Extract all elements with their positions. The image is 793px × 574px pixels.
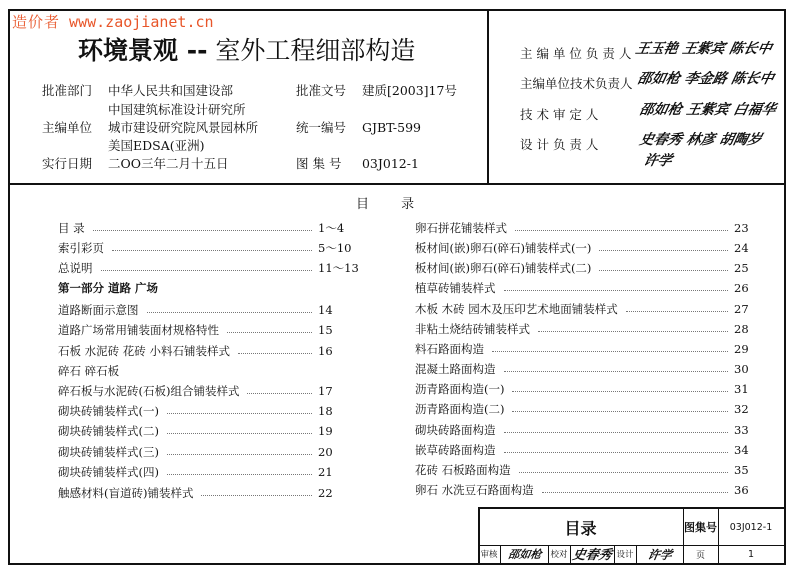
main-title-bold: 环境景观 -- [78,36,208,65]
info-unified-no: 统一编号 GJBT-599 [296,120,421,135]
toc-title: 目 录 [356,197,429,212]
toc-item[interactable]: 砌块砖路面构造 33 [415,423,749,437]
info-approval-no: 批准文号 建质[2003]17号 [296,83,457,98]
leader-dots [512,391,728,392]
check-label: 校对 [550,550,568,560]
info-editor-org-1: 中国建筑标准设计研究所 [107,102,246,117]
toc-item-continued: 碎石 碎石板 [58,364,120,378]
toc-item[interactable]: 植草砖铺装样式 26 [415,281,749,295]
leader-dots [227,332,312,333]
atlas-value: 03J012-1 [729,521,773,533]
watermark [12,11,214,32]
leader-dots [167,433,312,434]
header-vertical-divider [487,9,489,183]
toc-section-heading: 第一部分 道路 广场 [58,281,159,295]
toc-item[interactable]: 目 录 1～4 [58,221,345,235]
leader-dots [167,413,312,414]
leader-dots [504,290,729,291]
leader-dots [112,250,312,251]
toc-item[interactable]: 索引彩页 5～10 [58,241,352,255]
toc-item[interactable]: 嵌草砖路面构造 34 [415,443,749,457]
resp-tech-lead: 主编单位技术负责人 [520,76,633,91]
watermark-url[interactable]: www.zaojianet.cn [69,13,214,31]
leader-dots [147,312,313,313]
leader-dots [101,270,313,271]
info-editor-org-2: 主编单位 城市建设研究院风景园林所 [42,120,258,135]
toc-item[interactable]: 板材间(嵌)卵石(碎石)铺装样式(二) 25 [415,261,749,275]
info-atlas-no: 图 集 号 03J012-1 [296,156,419,171]
leader-dots [538,331,728,332]
toc-item[interactable]: 卵石拼花铺装样式 23 [415,221,749,235]
page-label: 页 [695,550,705,561]
info-effective-date: 实行日期 二OO三年二月十五日 [42,156,229,171]
watermark-cn: 造价者 [12,13,61,31]
leader-dots [93,230,312,231]
signature-tech-lead: 邵如枪 李金路 陈长中 [636,71,776,87]
resp-chief-editor: 主 编 单 位 负 责 人 [520,46,632,61]
title-block [478,507,784,563]
toc-item[interactable]: 料石路面构造 29 [415,342,749,356]
toc-item[interactable]: 板材间(嵌)卵石(碎石)铺装样式(一) 24 [415,241,749,255]
signature-extra: 许学 [642,153,674,169]
toc-item[interactable]: 木板 木砖 园木及压印艺术地面铺装样式 27 [415,302,749,316]
toc-item[interactable]: 砌块砖铺装样式(三) 20 [58,445,333,459]
signature-tech-reviewer: 邵如枪 王紫宾 白福华 [638,102,778,118]
leader-dots [238,353,312,354]
leader-dots [519,472,728,473]
signature-design-lead: 史春秀 林彦 胡陶岁 [638,132,764,148]
leader-dots [504,432,729,433]
leader-dots [247,393,312,394]
toc-item[interactable]: 砌块砖铺装样式(四) 21 [58,465,333,479]
leader-dots [515,230,728,231]
toc-item[interactable]: 触感材料(盲道砖)铺装样式 22 [58,486,333,500]
resp-design-lead: 设 计 负 责 人 [520,137,599,152]
toc-item[interactable]: 碎石板与水泥砖(石板)组合铺装样式 17 [58,384,333,398]
toc-item[interactable]: 卵石 水洗豆石路面构造 36 [415,483,749,497]
toc-item[interactable]: 砌块砖铺装样式(二) 19 [58,424,333,438]
toc-item[interactable]: 道路断面示意图 14 [58,303,333,317]
toc-item[interactable]: 非粘土烧结砖铺装样式 28 [415,322,749,336]
toc-item[interactable]: 花砖 石板路面构造 35 [415,463,749,477]
leader-dots [599,270,728,271]
leader-dots [201,495,312,496]
signature-chief-editor: 王玉艳 王紫宾 陈长中 [634,41,774,57]
page-value: 1 [747,548,755,560]
toc-item[interactable]: 沥青路面构造(一) 31 [415,382,749,396]
leader-dots [599,250,728,251]
main-title-light: 室外工程细部构造 [215,36,416,65]
toc-item[interactable]: 石板 水泥砖 花砖 小料石铺装样式 16 [58,344,333,358]
design-signature: 许学 [646,547,674,562]
toc-item[interactable]: 沥青路面构造(二) 32 [415,402,749,416]
leader-dots [167,474,312,475]
leader-dots [167,454,312,455]
leader-dots [504,452,729,453]
toc-item[interactable]: 总说明 11～13 [58,261,359,275]
header-divider [8,183,784,185]
leader-dots [504,371,729,372]
leader-dots [626,311,728,312]
toc-item[interactable]: 道路广场常用铺装面材规格特性 15 [58,323,333,337]
toc-item[interactable]: 混凝土路面构造 30 [415,362,749,376]
leader-dots [512,411,728,412]
info-editor-org-3: 美国EDSA(亚洲) [107,138,205,153]
review-label: 审核 [480,550,498,560]
leader-dots [492,351,728,352]
design-label: 设计 [616,550,634,560]
check-signature: 史春秀 [571,547,613,563]
atlas-label: 图集号 [684,521,717,534]
review-signature: 邵如枪 [507,548,543,561]
resp-tech-reviewer: 技 术 审 定 人 [520,107,599,122]
toc-item[interactable]: 砌块砖铺装样式(一) 18 [58,404,333,418]
leader-dots [542,492,728,493]
info-approval-dept: 批准部门 中华人民共和国建设部 [42,83,233,98]
main-title [78,31,415,67]
sheet-title: 目录 [564,518,597,538]
